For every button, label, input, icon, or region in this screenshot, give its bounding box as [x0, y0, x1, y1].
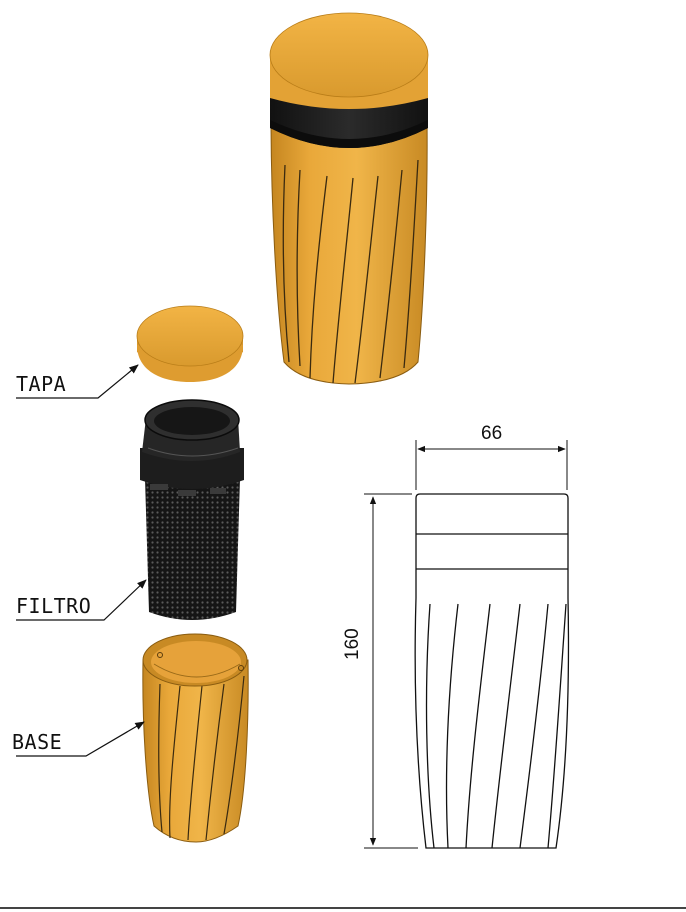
leader-lines: [16, 365, 146, 756]
label-base: BASE: [12, 730, 63, 754]
dimension-height-value: 160: [342, 628, 363, 660]
filtro-filter: [140, 400, 244, 620]
label-filtro: FILTRO: [16, 594, 92, 618]
page-bottom-rule: [0, 907, 686, 909]
base-cup: [143, 634, 248, 842]
technical-drawing: [415, 494, 568, 848]
dimension-width: [416, 440, 567, 490]
label-tapa: TAPA: [16, 372, 67, 396]
assembled-bottle: [270, 13, 428, 384]
tapa-lid: [137, 306, 243, 382]
dimension-width-value: 66: [481, 423, 503, 444]
dimension-height: [364, 494, 418, 848]
